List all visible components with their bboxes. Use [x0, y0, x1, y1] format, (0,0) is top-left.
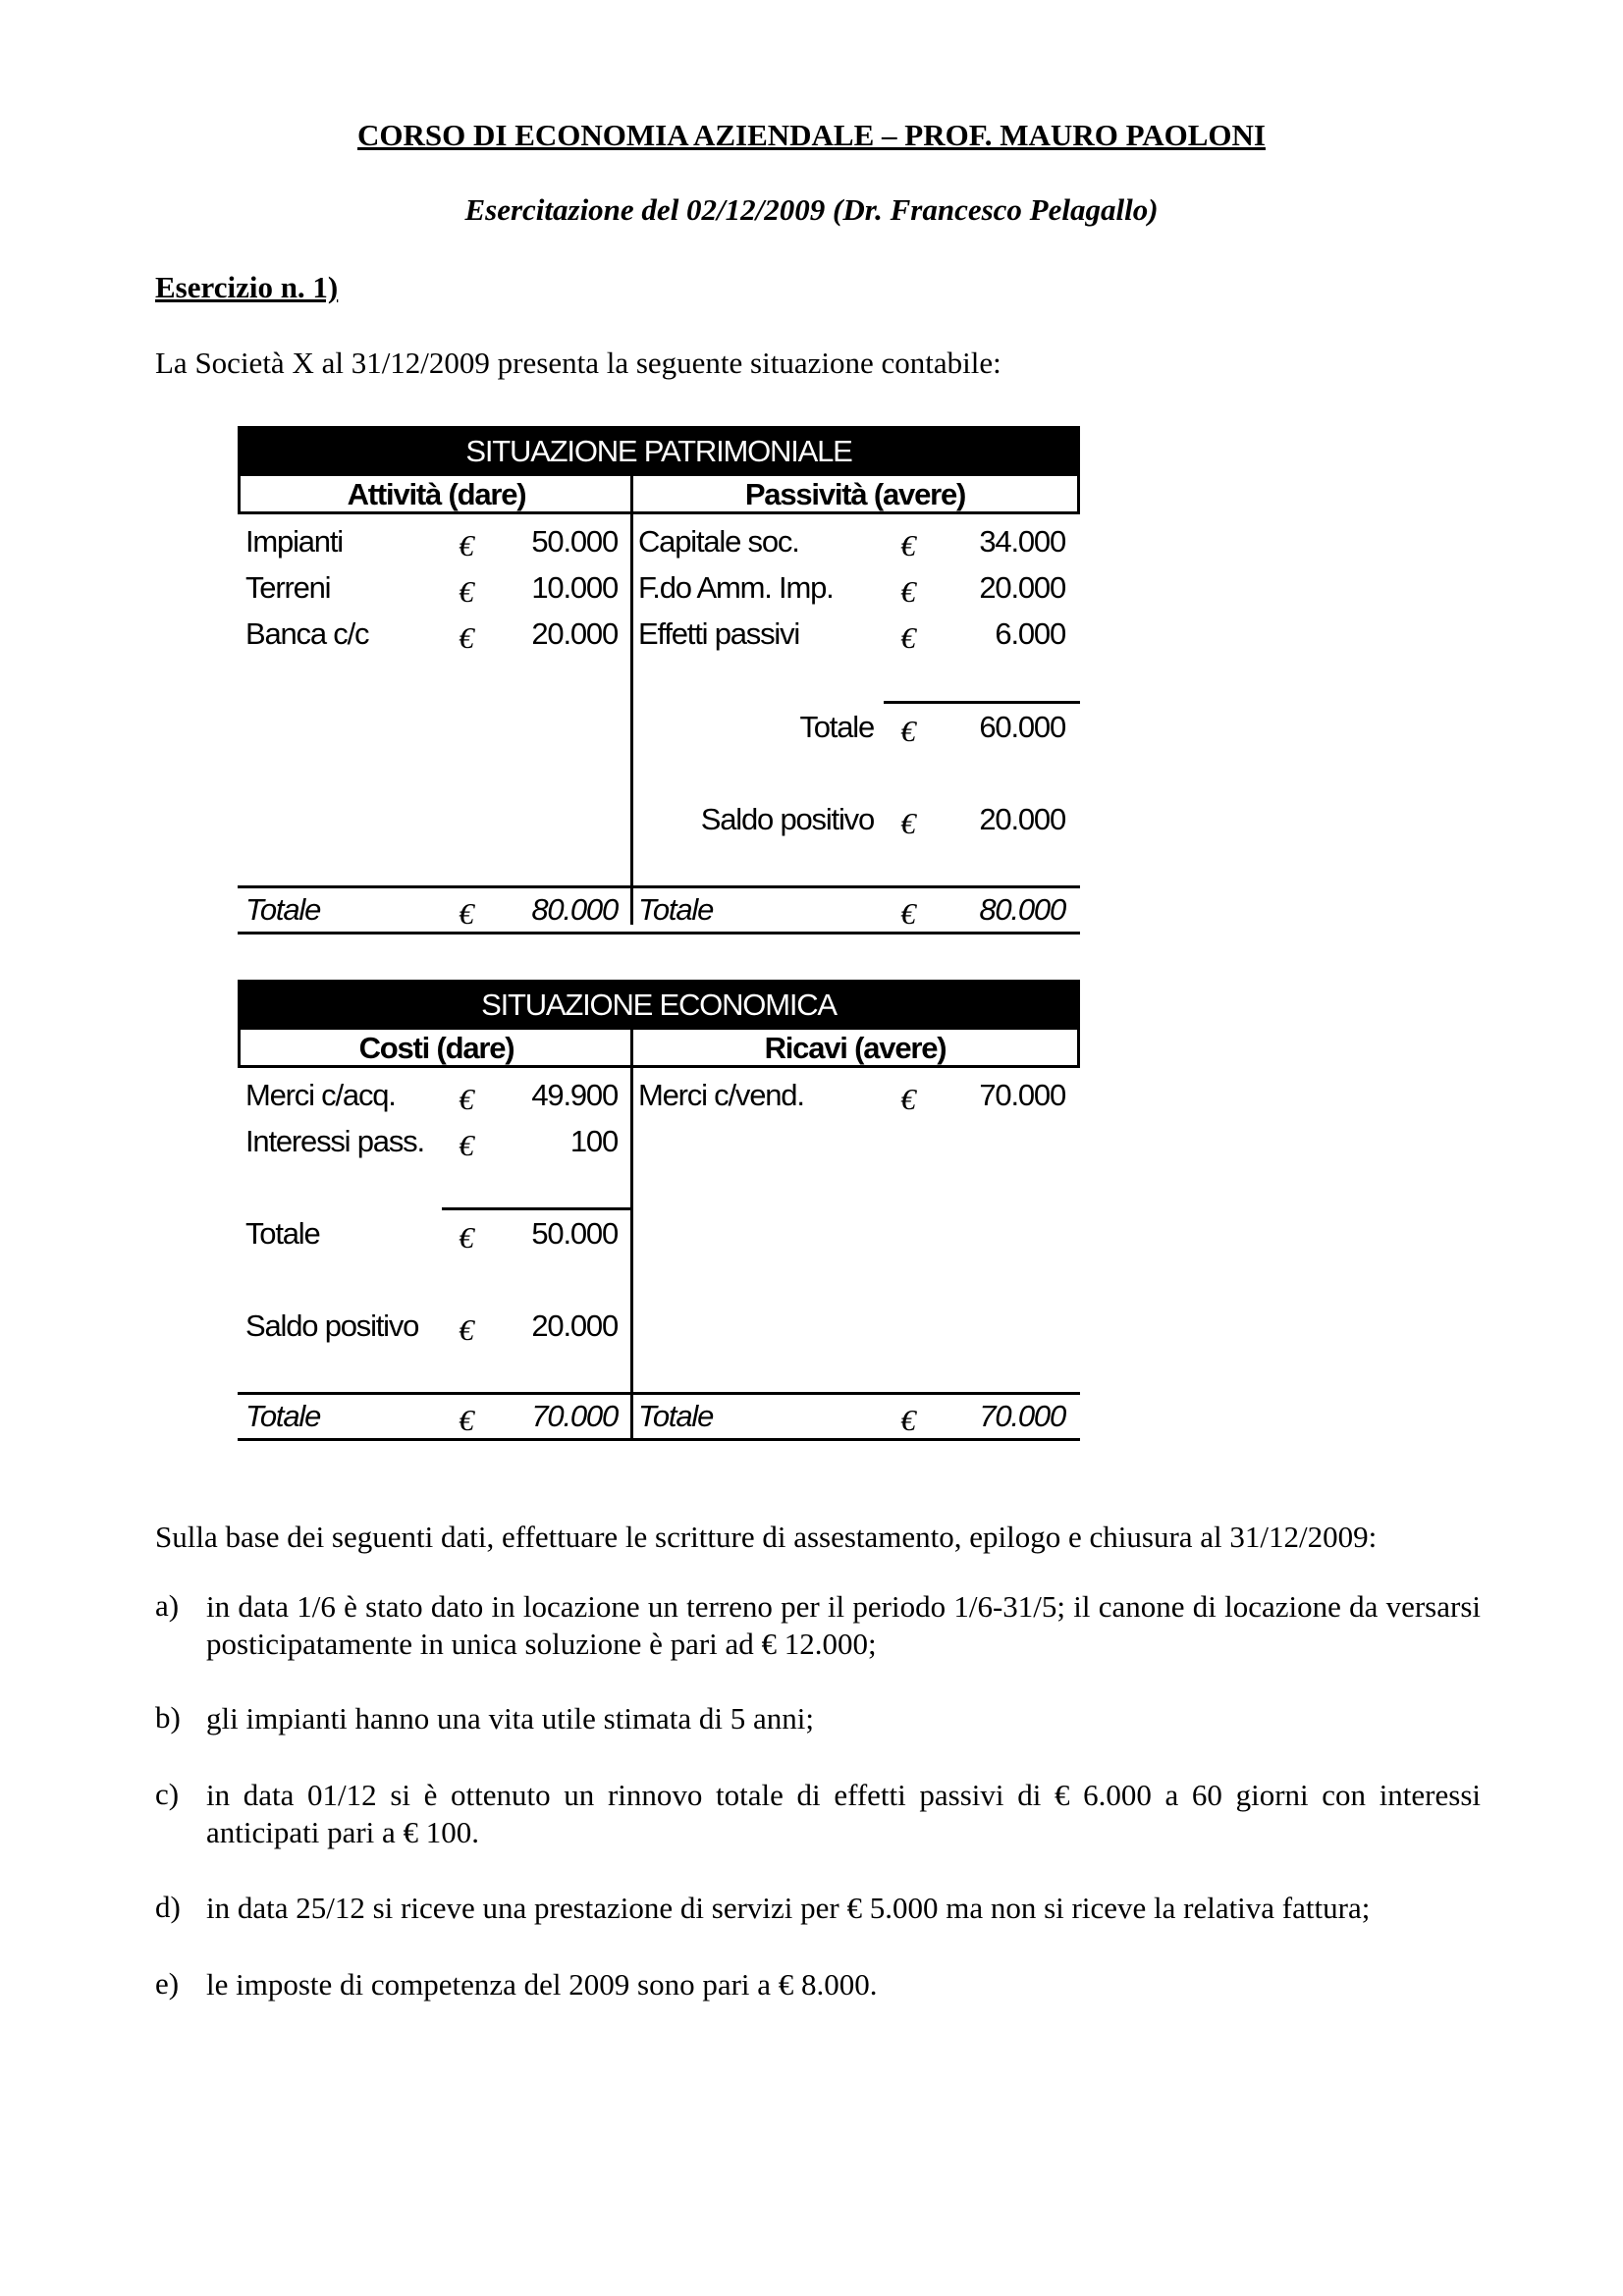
euro-sign: € — [459, 1220, 474, 1255]
list-item-marker: a) — [155, 1588, 180, 1623]
economica-title: SITUAZIONE ECONOMICA — [238, 980, 1080, 1027]
patrimoniale-saldo-label: Saldo positivo — [700, 802, 874, 836]
euro-sign: € — [459, 620, 474, 655]
list-item-marker: b) — [155, 1700, 181, 1735]
euro-sign: € — [459, 1128, 474, 1162]
patrimoniale-left-row-name: Impianti — [245, 524, 343, 559]
euro-sign: € — [459, 896, 474, 931]
euro-sign: € — [900, 896, 916, 931]
euro-sign: € — [900, 574, 916, 609]
list-item-marker: e) — [155, 1966, 180, 2001]
patrimoniale-left-row-amount: 10.000 — [531, 570, 618, 605]
patrimoniale-total-right-amount: 80.000 — [979, 892, 1065, 927]
exercise-intro: La Società X al 31/12/2009 presenta la seguente situazione contabile: — [155, 346, 1001, 380]
economica-total-left-amount: 70.000 — [531, 1399, 618, 1433]
patrimoniale-left-header: Attività (dare) — [238, 473, 632, 514]
patrimoniale-table — [238, 426, 1080, 936]
economica-total-right-amount: 70.000 — [979, 1399, 1065, 1433]
economica-saldo-label: Saldo positivo — [245, 1308, 419, 1343]
patrimoniale-right-row-amount: 20.000 — [979, 570, 1065, 605]
economica-left-header: Costi (dare) — [238, 1027, 632, 1068]
patrimoniale-left-row-name: Terreni — [245, 570, 331, 605]
subtotal-rule — [884, 701, 1080, 704]
patrimoniale-total-left-label: Totale — [245, 892, 321, 927]
patrimoniale-total-left-amount: 80.000 — [531, 892, 618, 927]
patrimoniale-title: SITUAZIONE PATRIMONIALE — [238, 426, 1080, 473]
economica-table — [238, 980, 1080, 1446]
total-bottom-rule — [238, 1438, 1080, 1441]
economica-left-row-amount: 49.900 — [531, 1078, 618, 1112]
patrimoniale-left-row-amount: 50.000 — [531, 524, 618, 559]
list-item-text: in data 01/12 si è ottenuto un rinnovo totale di effetti passivi di € 6.000 a 60 giorni con interessi anticipati pari a € 100. — [206, 1778, 1481, 1849]
patrimoniale-right-header: Passività (avere) — [630, 473, 1080, 514]
economica-right-header: Ricavi (avere) — [630, 1027, 1080, 1068]
list-item-text: in data 1/6 è stato dato in locazione un terreno per il periodo 1/6-31/5; il canone di locazione da versarsi posticipatamente in unica soluzione è pari ad € 12.000; — [206, 1589, 1481, 1661]
euro-sign: € — [459, 528, 474, 562]
economica-divider — [630, 1066, 633, 1439]
list-item-text: gli impianti hanno una vita utile stimata di 5 anni; — [206, 1701, 815, 1735]
economica-total-left-label: Totale — [245, 1399, 321, 1433]
euro-sign: € — [900, 714, 916, 748]
patrimoniale-right-row-name: Capitale soc. — [638, 524, 799, 559]
patrimoniale-right-row-amount: 6.000 — [995, 616, 1065, 651]
euro-sign: € — [900, 1403, 916, 1437]
subtotal-rule — [442, 1207, 630, 1210]
euro-sign: € — [459, 1403, 474, 1437]
economica-total-right-label: Totale — [638, 1399, 714, 1433]
euro-sign: € — [900, 620, 916, 655]
patrimoniale-total-right-label: Totale — [638, 892, 714, 927]
euro-sign: € — [900, 528, 916, 562]
patrimoniale-left-row-amount: 20.000 — [531, 616, 618, 651]
patrimoniale-right-row-name: Effetti passivi — [638, 616, 800, 651]
economica-right-row-name: Merci c/vend. — [638, 1078, 804, 1112]
economica-subtotal-label: Totale — [245, 1216, 320, 1251]
exercise-heading: Esercizio n. 1) — [155, 270, 339, 304]
patrimoniale-saldo-amount: 20.000 — [979, 802, 1065, 836]
patrimoniale-divider — [630, 512, 633, 925]
euro-sign: € — [459, 1082, 474, 1116]
document-title: CORSO DI ECONOMIA AZIENDALE – PROF. MAURO PAOLONI — [357, 118, 1266, 152]
euro-sign: € — [459, 574, 474, 609]
euro-sign: € — [900, 1082, 916, 1116]
economica-saldo-amount: 20.000 — [531, 1308, 618, 1343]
patrimoniale-right-row-name: F.do Amm. Imp. — [638, 570, 834, 605]
list-item-text: in data 25/12 si riceve una prestazione di servizi per € 5.000 ma non si riceve la relativa fattura; — [206, 1891, 1371, 1925]
economica-left-row-name: Merci c/acq. — [245, 1078, 396, 1112]
economica-left-row-name: Interessi pass. — [245, 1124, 424, 1158]
total-bottom-rule — [238, 932, 1080, 934]
economica-subtotal-amount: 50.000 — [531, 1216, 618, 1251]
patrimoniale-subtotal-amount: 60.000 — [979, 710, 1065, 744]
economica-right-row-amount: 70.000 — [979, 1078, 1065, 1112]
list-item-text: le imposte di competenza del 2009 sono pari a € 8.000. — [206, 1967, 878, 2002]
patrimoniale-subtotal-label: Totale — [799, 710, 874, 744]
list-item-marker: c) — [155, 1777, 180, 1811]
document-subtitle: Esercitazione del 02/12/2009 (Dr. Francesco Pelagallo) — [464, 192, 1159, 227]
list-item-marker: d) — [155, 1890, 181, 1924]
instructions-text: Sulla base dei seguenti dati, effettuare le scritture di assestamento, epilogo e chiusura al 31/12/2009: — [155, 1520, 1378, 1554]
patrimoniale-right-row-amount: 34.000 — [979, 524, 1065, 559]
euro-sign: € — [900, 806, 916, 840]
euro-sign: € — [459, 1312, 474, 1347]
patrimoniale-left-row-name: Banca c/c — [245, 616, 369, 651]
economica-left-row-amount: 100 — [569, 1124, 618, 1158]
